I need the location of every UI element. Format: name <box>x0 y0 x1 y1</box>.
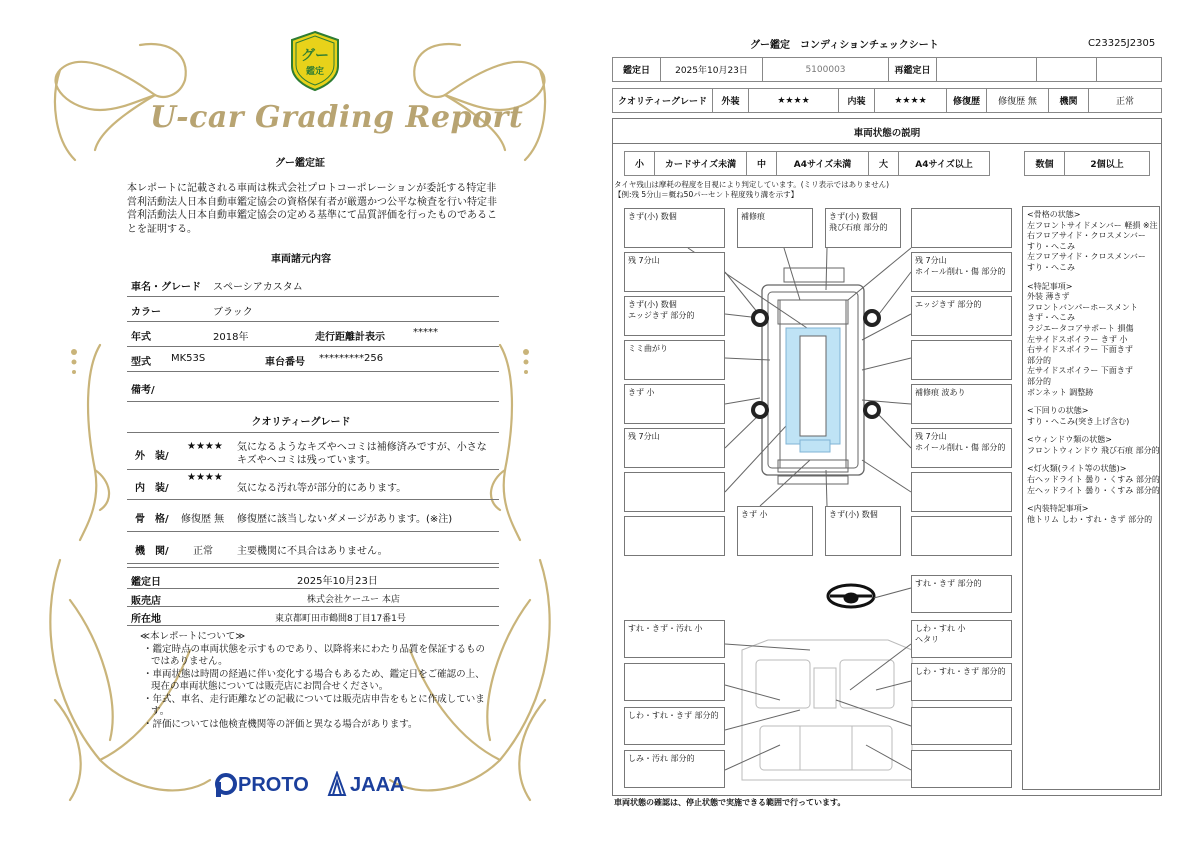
shop-row <box>127 589 499 607</box>
remarks-label: 備考/ <box>131 385 155 396</box>
exterior-stars: ★★★★ <box>749 89 839 113</box>
condition-details-sidebar <box>1022 206 1160 790</box>
detail-line: <内装特記事項> <box>1027 504 1089 514</box>
car-name-label: 車名・グレード <box>131 282 201 293</box>
color-label: カラー <box>131 307 161 318</box>
year-row <box>127 322 499 347</box>
detail-line: 右サイドスポイラー 下面きず <box>1027 345 1133 355</box>
size-large-label: 大 <box>869 152 899 176</box>
tire-note-line2: 【例:残 5分山＝概ね50パーセント程度残り溝を示す】 <box>614 190 799 199</box>
detail-line: 外装 薄きず <box>1027 292 1070 302</box>
proto-logo-icon <box>214 772 238 798</box>
size-small-desc: カードサイズ未満 <box>655 152 747 176</box>
frame-label: 骨 格/ <box>135 514 169 525</box>
shop-label: 販売店 <box>131 596 161 607</box>
vehicle-condition-title: 車両状態の説明 <box>612 118 1162 144</box>
condition-check-sheet <box>600 0 1200 848</box>
detail-line: <下回りの状態> <box>1027 406 1089 416</box>
exterior-stars: ★★★★ <box>187 441 223 452</box>
damage-box <box>911 208 1012 248</box>
spec-section-title: 車両諸元内容 <box>271 254 331 265</box>
damage-box: 残 7分山 <box>624 252 725 292</box>
certificate-text: 本レポートに記載される車両は株式会社プロトコーポレーションが委託する特定非営利活動法人日本自動車鑑定協会の資格保有者が厳選かつ公平な検査を行い特定非営利活動法人日本自動車鑑定協会の定める基準にて品質評価を行ったものであることを証明する。 <box>127 183 497 235</box>
note-item: ・鑑定時点の車両状態を示すものであり、以降将来にわたり品質を保証するものではありません。 <box>143 643 486 667</box>
interior-stars: ★★★★ <box>187 472 223 483</box>
detail-line <box>1027 274 1155 282</box>
engine-label: 機 関/ <box>135 546 169 557</box>
logos <box>214 770 414 800</box>
engine-text: 主要機関に不具合はありません。 <box>237 546 388 557</box>
damage-box: ミミ曲がり <box>624 340 725 380</box>
chassis-label: 車台番号 <box>265 357 305 368</box>
damage-box: 残 7分山 ホイール削れ・傷 部分的 <box>911 428 1012 468</box>
mileage-value: ***** <box>413 327 438 338</box>
frame-row <box>127 500 499 532</box>
engine-value: 正常 <box>193 546 213 557</box>
detail-line: 左サイドスポイラー きず 小 <box>1027 334 1128 344</box>
jaaa-logo-icon <box>327 771 347 797</box>
notes-title: ≪本レポートについて≫ <box>140 631 246 642</box>
report-title: U-car Grading Report <box>150 100 524 135</box>
svg-text:鑑定: 鑑定 <box>305 67 325 77</box>
report-notes <box>140 631 490 731</box>
detail-line: <骨格の状態> <box>1027 210 1081 219</box>
damage-box <box>911 340 1012 380</box>
detail-line: <特記事項> <box>1027 281 1073 291</box>
detail-line: 他トリム しわ・すれ・きず 部分的 <box>1027 514 1153 524</box>
detail-line: ボンネット 調整跡 <box>1027 387 1094 397</box>
exterior-row <box>127 432 499 470</box>
remarks-row <box>127 372 499 402</box>
interior-damage-box <box>911 707 1012 745</box>
detail-line: 左サイドスポイラー 下面きず <box>1027 366 1133 376</box>
damage-box: きず(小) 数個 エッジきず 部分的 <box>624 296 725 336</box>
frame-value: 修復歴 無 <box>181 514 225 525</box>
detail-line <box>1027 398 1155 406</box>
interior-label: 内 装/ <box>135 483 169 494</box>
damage-box: 残 7分山 <box>624 428 725 468</box>
detail-line: すり・へこみ <box>1027 262 1075 272</box>
detail-line: 部分的 <box>1027 355 1051 365</box>
damage-box: きず 小 <box>624 384 725 424</box>
detail-line: 左ヘッドライト 曇り・くすみ 部分的 <box>1027 485 1160 495</box>
inspection-date-value: 2025年10月23日 <box>297 576 378 587</box>
model-value: MK53S <box>171 353 206 364</box>
damage-box <box>911 472 1012 512</box>
damage-box: きず(小) 数個 <box>825 506 901 556</box>
count-desc: 2個以上 <box>1065 152 1150 176</box>
size-medium-desc: A4サイズ未満 <box>777 152 869 176</box>
quality-section-title: クオリティーグレード <box>251 417 351 428</box>
color-value: ブラック <box>213 307 253 318</box>
detail-line: 左フロントサイドメンバー 軽損 ※注 <box>1027 220 1158 230</box>
frame-text: 修復歴に該当しないダメージがあります。(※注) <box>237 514 453 525</box>
model-label: 型式 <box>131 357 151 368</box>
engine-label: 機関 <box>1049 89 1089 113</box>
inspection-date-value: 2025年10月23日 <box>661 58 763 82</box>
damage-box: エッジきず 部分的 <box>911 296 1012 336</box>
detail-line: きず・へこみ <box>1027 313 1075 323</box>
interior-damage-box: すれ・きず・汚れ 小 <box>624 620 725 658</box>
damage-box <box>624 516 725 556</box>
color-row <box>127 297 499 322</box>
detail-line: 右ヘッドライト 曇り・くすみ 部分的 <box>1027 475 1160 485</box>
detail-line: 左フロアサイド・クロスメンバー <box>1027 252 1146 262</box>
year-label: 年式 <box>131 332 151 343</box>
size-large-desc: A4サイズ以上 <box>899 152 990 176</box>
detail-line: ラジエータコアサポート 損傷 <box>1027 323 1134 333</box>
note-item: ・車両状態は時間の経過に伴い変化する場合もあるため、鑑定日をご確認の上、現在の車両状態については販売店にお問合せください。 <box>143 668 485 692</box>
chassis-value: *********256 <box>319 353 384 364</box>
interior-damage-box <box>624 663 725 701</box>
tire-note-line1: タイヤ残山は摩耗の程度を目視により判定しています。(ミリ表示ではありません) <box>614 180 890 189</box>
detail-line: 右フロアサイド・クロスメンバー <box>1027 231 1146 241</box>
engine-row <box>127 532 499 564</box>
note-item: ・評価については他検査機関等の評価と異なる場合があります。 <box>143 718 418 730</box>
sheet-title: グー鑑定 コンディションチェックシート <box>750 40 939 51</box>
detail-line: すり・へこみ <box>1027 241 1075 251</box>
size-small-label: 小 <box>625 152 655 176</box>
interior-damage-box: すれ・きず 部分的 <box>911 575 1012 613</box>
address-value: 東京都町田市鶴間8丁目17番1号 <box>275 614 406 624</box>
car-name-value: スペーシアカスタム <box>213 282 303 293</box>
reinspection-date-label: 再鑑定日 <box>889 58 937 82</box>
inspection-date-label: 鑑定日 <box>131 577 161 588</box>
repair-history-label: 修復歴 <box>947 89 987 113</box>
detail-line: すり・へこみ(突き上げ含む) <box>1027 416 1130 426</box>
quality-grade-label: クオリティーグレード <box>613 89 713 113</box>
year-value: 2018年 <box>213 332 249 343</box>
shop-value: 株式会社ケーユー 本店 <box>307 595 400 605</box>
detail-line: <ウィンドウ類の状態> <box>1027 435 1112 445</box>
detail-line: <灯火類(ライト等の状態)> <box>1027 464 1127 474</box>
detail-line: フロントバンパーホースメント <box>1027 302 1138 312</box>
svg-text:グー: グー <box>301 48 329 64</box>
damage-box: きず(小) 数個 飛び石痕 部分的 <box>825 208 901 248</box>
mileage-label: 走行距離計表示 <box>315 332 385 343</box>
damage-box: きず(小) 数個 <box>624 208 725 248</box>
detail-line: フロントウィンドウ 飛び石痕 部分的 <box>1027 445 1160 455</box>
damage-box <box>624 472 725 512</box>
inspection-number: 5100003 <box>763 58 889 82</box>
exterior-label: 外 装/ <box>135 451 169 462</box>
damage-box <box>911 516 1012 556</box>
note-item: ・年式、車名、走行距離などの記載については販売店申告をもとに作成しています。 <box>143 693 485 717</box>
engine-value: 正常 <box>1089 89 1162 113</box>
interior-text: 気になる汚れ等が部分的にあります。 <box>237 483 407 494</box>
interior-stars: ★★★★ <box>875 89 947 113</box>
sheet-code: C23325J2305 <box>1088 38 1156 49</box>
proto-logo-text: PROTO <box>238 774 309 796</box>
damage-box: 補修痕 波あり <box>911 384 1012 424</box>
interior-label: 内装 <box>839 89 875 113</box>
interior-damage-box: しわ・すれ 小 ヘタリ <box>911 620 1012 658</box>
interior-damage-box <box>911 750 1012 788</box>
interior-damage-box: しわ・すれ・きず 部分的 <box>911 663 1012 701</box>
interior-damage-box: しみ・汚れ 部分的 <box>624 750 725 788</box>
size-medium-label: 中 <box>747 152 777 176</box>
interior-damage-box: しわ・すれ・きず 部分的 <box>624 707 725 745</box>
repair-history-value: 修復歴 無 <box>987 89 1049 113</box>
exterior-label: 外装 <box>713 89 749 113</box>
car-name-row <box>127 272 499 297</box>
certificate-title: グー鑑定証 <box>275 158 325 169</box>
damage-box: きず 小 <box>737 506 813 556</box>
goo-kantei-emblem-icon <box>288 30 342 92</box>
inspection-date-label: 鑑定日 <box>613 58 661 82</box>
address-row <box>127 607 499 626</box>
damage-box: 補修痕 <box>737 208 813 248</box>
address-label: 所在地 <box>131 614 161 625</box>
model-row <box>127 347 499 372</box>
inspection-date-row <box>127 567 499 589</box>
jaaa-logo-text: JAAA <box>350 774 405 796</box>
exterior-text: 気になるようなキズやヘコミは補修済みですが、小さなキズやヘコミは残っています。 <box>237 442 487 466</box>
count-label: 数個 <box>1025 152 1065 176</box>
detail-line: 部分的 <box>1027 376 1051 386</box>
sheet-footer-note: 車両状態の確認は、停止状態で実施できる範囲で行っています。 <box>614 798 846 807</box>
interior-row <box>127 470 499 500</box>
damage-box: 残 7分山 ホイール削れ・傷 部分的 <box>911 252 1012 292</box>
